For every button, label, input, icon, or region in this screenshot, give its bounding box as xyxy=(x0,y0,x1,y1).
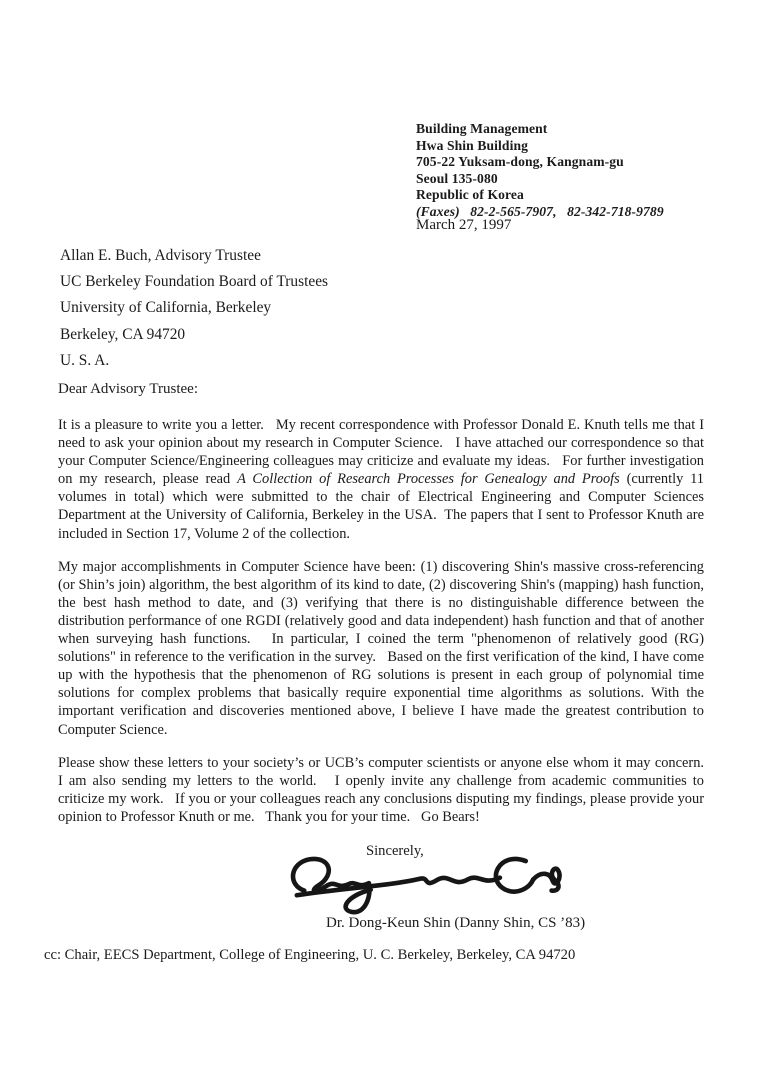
recipient-line: UC Berkeley Foundation Board of Trustees xyxy=(60,273,329,291)
recipient-line: Allan E. Buch, Advisory Trustee xyxy=(60,247,261,264)
letterhead xyxy=(416,121,664,221)
recipient-line: Berkeley, CA 94720 xyxy=(60,325,186,343)
recipient-line: University of California, Berkeley xyxy=(60,299,272,317)
letterhead-line: Building Management xyxy=(416,121,548,136)
signer-name: Dr. Dong-Keun Shin (Danny Shin, CS ’83) xyxy=(326,915,586,931)
letterhead-line: Hwa Shin Building xyxy=(416,137,529,153)
signature-stroke xyxy=(496,859,533,892)
letter-body xyxy=(58,416,715,841)
letter-date: March 27, 1997 xyxy=(416,217,512,233)
letterhead-line: Republic of Korea xyxy=(416,187,524,203)
body-paragraph-3: Please show these letters to your society’s or UCB’s computer scientists or anyone else whom it may concern. I am also sending my letters to the world. I openly invite any challenge from academic communities to criticize my work. If you or your colleagues reach any conclusions disputing my findings, please provide your opinion to Professor Knuth or me. Thank you for your time. Go Bears! xyxy=(58,754,715,825)
valediction: Sincerely, xyxy=(366,843,424,859)
paragraph-1-text: It is a pleasure to write you a letter. My recent correspondence with Professor Donald E. Knuth tells me that I need to ask your opinion about my research in Computer Science. I have attached our correspondence so that your Computer Science/Engineering colleagues may criticize and evaluate my ideas. For further investigation on my research, please read xyxy=(58,417,708,488)
paragraph-1-book-title: A Collection of Research Processes for Genealogy and Proofs xyxy=(237,471,620,488)
cc-line: cc: Chair, EECS Department, College of Engineering, U. C. Berkeley, Berkeley, CA 94720 xyxy=(44,947,576,963)
handwritten-signature xyxy=(282,850,572,922)
letterhead-line: Seoul 135-080 xyxy=(416,170,498,186)
recipient-line: U. S. A. xyxy=(60,351,110,369)
paragraph-1-text-after: (currently 11 volumes in total) which were submitted to the chair of Electrical Engineering and Computer Sciences Department at the University of California, Berkeley in the USA. The papers that I sent to Professor Knuth are included in Section 17, Volume 2 of the collection. xyxy=(58,471,708,542)
salutation: Dear Advisory Trustee: xyxy=(58,381,198,397)
signature-stroke xyxy=(533,869,559,891)
body-paragraph-2: My major accomplishments in Computer Science have been: (1) discovering Shin's massive cross-referencing (or Shin’s join) algorithm, the best algorithm of its kind to date, (2) discovering Shin's (mapping) hash function, the best hash method to date, and (3) verifying that there is no distinguishable difference between the distribution performance of one RGDI (relatively good and data independent) hash function and that of another when surveying hash functions. In particular, I coined the term "phenomenon of relatively good (RG) solutions" in reference to the verification in the survey. Based on the first verification of the kind, I have come up with the hypothesis that the phenomenon of RG solutions is present in each group of polynomial time solutions for complex problems that basically require exponential time algorithms as solutions. With the important verification and discoveries mentioned above, I believe I have made the greatest contribution to Computer Science. xyxy=(58,558,708,738)
body-paragraph-1 xyxy=(58,416,708,543)
recipient-address xyxy=(60,243,328,374)
letterhead-line: 705-22 Yuksam-dong, Kangnam-gu xyxy=(416,154,624,170)
letterhead-fax-line: (Faxes) 82-2-565-7907, 82-342-718-9789 xyxy=(416,203,664,219)
